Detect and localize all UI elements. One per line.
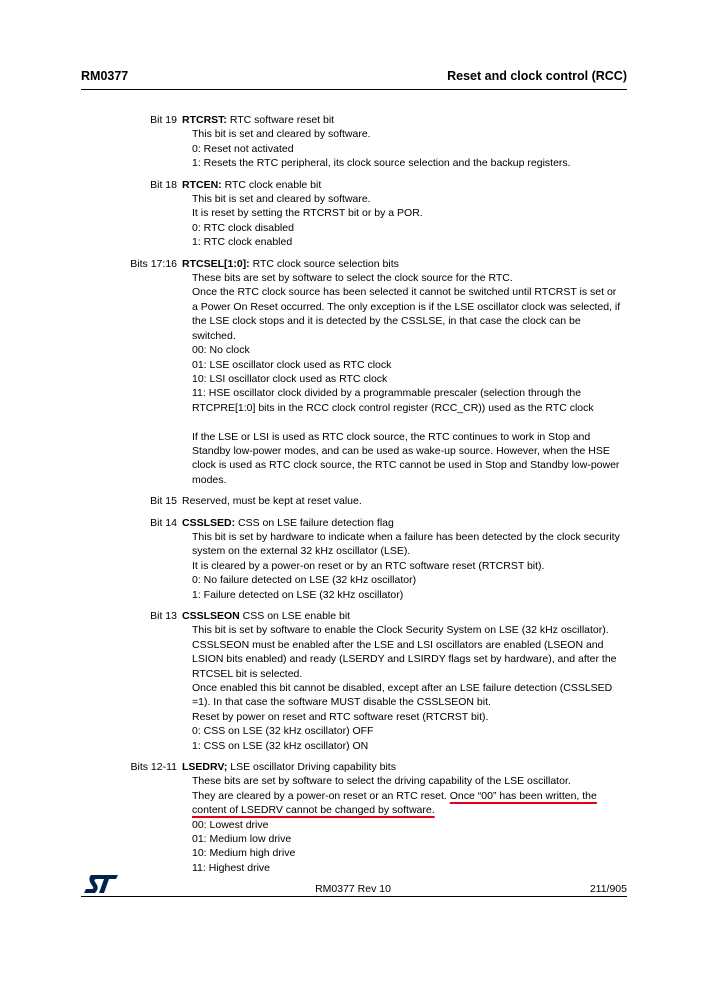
field-summary: Reserved, must be kept at reset value. [182, 495, 362, 508]
field-rtcsel [0, 257, 706, 487]
field-rtcrst [0, 113, 706, 171]
field-csslseon [0, 609, 706, 753]
bit-position: Bits 12-11 [130, 761, 177, 774]
field-summary: RTC clock enable bit [221, 178, 322, 191]
bit-position: Bit 18 [150, 178, 177, 191]
desc-line: It is reset by setting the RTCRST bit or by a POR. [192, 207, 423, 220]
field-name: CSSLSED: [182, 516, 236, 529]
desc-line: 01: Medium low drive [192, 833, 292, 846]
desc-line: 0: RTC clock disabled [192, 221, 294, 234]
field-title [182, 609, 706, 623]
section-title: Reset and clock control (RCC) [447, 69, 627, 83]
field-description [192, 192, 624, 250]
field-rtcen [0, 178, 706, 250]
field-csslsed [0, 516, 706, 602]
field-summary: RTC software reset bit [226, 114, 335, 126]
desc-line: 01: LSE oscillator clock used as RTC clock [192, 358, 392, 371]
desc-line: 0: Reset not activated [192, 142, 294, 155]
desc-line: Once the RTC clock source has been selected it cannot be switched until RTCRST is set or a Power On Reset occurred. The only exception is if the LSE oscillator clock was selected, if the LSE clock stops and it is detected by the CSSLSE, in that case the clock can be switched. [192, 286, 621, 342]
desc-line: 1: Failure detected on LSE (32 kHz oscillator) [192, 588, 404, 601]
paragraph-gap [192, 415, 624, 429]
field-summary: LSE oscillator Driving capability bits [227, 761, 396, 774]
field-description [192, 530, 624, 602]
desc-line: This bit is set by software to enable the Clock Security System on LSE (32 kHz oscillator). CSSLSEON must be enabled after the LSE and LSI oscillators are enabled (LSEON and LSION bits enabled) and ready (LSERDY and LSIRDY flags set by hardware), and after the RTCSEL bit is selected. [192, 624, 617, 680]
register-description [0, 113, 706, 882]
desc-line: 11: Highest drive [192, 861, 271, 874]
field-title [182, 760, 706, 774]
desc-line: 11: HSE oscillator clock divided by a programmable prescaler (selection through the RTCPRE[1:0] bits in the RCC clock control register (RCC_CR)) used as the RTC clock [192, 387, 594, 414]
bit-position: Bit 13 [150, 609, 177, 622]
desc-line: This bit is set and cleared by software. [192, 128, 371, 141]
field-name: RTCRST: [182, 114, 227, 126]
bit-position: Bits 17:16 [130, 257, 177, 270]
desc-line: 1: CSS on LSE (32 kHz oscillator) ON [192, 739, 369, 752]
desc-line: 1: RTC clock enabled [192, 236, 293, 249]
field-lsedrv [0, 760, 706, 875]
field-title [182, 113, 706, 127]
desc-line: 10: Medium high drive [192, 847, 296, 860]
doc-revision: RM0377 Rev 10 [315, 883, 391, 895]
field-description [192, 774, 624, 875]
desc-line: 0: No failure detected on LSE (32 kHz oscillator) [192, 574, 417, 587]
field-name: CSSLSEON [182, 609, 240, 622]
field-summary: CSS on LSE failure detection flag [235, 516, 394, 529]
underlined-note: Once “00” has been written, the content of LSEDRV cannot be changed by software. [192, 789, 597, 817]
field-reserved [0, 494, 706, 508]
header-divider [81, 89, 627, 90]
desc-line: This bit is set and cleared by software. [192, 193, 371, 206]
doc-id: RM0377 [81, 69, 129, 83]
field-title [182, 516, 706, 530]
desc-line: 10: LSI oscillator clock used as RTC clock [192, 372, 388, 385]
field-title [182, 257, 706, 271]
desc-line: This bit is set by hardware to indicate when a failure has been detected by the clock security system on the external 32 kHz oscillator (LSE). [192, 530, 620, 558]
field-description [192, 127, 624, 170]
desc-line: 1: Resets the RTC peripheral, its clock source selection and the backup registers. [192, 157, 571, 170]
field-name: LSEDRV; [182, 761, 228, 774]
desc-line: It is cleared by a power-on reset or by an RTC software reset (RTCRST bit). [192, 559, 545, 572]
desc-plain-text: They are cleared by a power-on reset or an RTC reset. [192, 789, 450, 802]
footer-divider [81, 896, 627, 897]
field-name: RTCEN: [182, 178, 222, 191]
desc-line: Reset by power on reset and RTC software reset (RTCRST bit). [192, 710, 489, 723]
desc-line: 00: No clock [192, 344, 250, 357]
desc-line: If the LSE or LSI is used as RTC clock source, the RTC continues to work in Stop and Standby low-power modes, and can be used as wake-up source. However, when the HSE clock is used as RTC clock source, the RTC cannot be used in Stop and Standby low-power modes. [192, 430, 620, 486]
field-title [182, 494, 706, 508]
field-name: RTCSEL[1:0]: [182, 257, 250, 270]
bit-position: Bit 14 [150, 516, 177, 529]
desc-line: 00: Lowest drive [192, 818, 269, 831]
bit-position: Bit 19 [150, 114, 177, 126]
field-description [192, 623, 624, 753]
page-number: 211/905 [589, 883, 627, 895]
desc-line [192, 789, 624, 818]
desc-line: 0: CSS on LSE (32 kHz oscillator) OFF [192, 725, 374, 738]
field-summary: CSS on LSE enable bit [239, 609, 351, 622]
field-description [192, 271, 624, 487]
desc-line: These bits are set by software to select the clock source for the RTC. [192, 272, 513, 285]
bit-position: Bit 15 [150, 495, 177, 508]
field-title [182, 178, 706, 192]
field-summary: RTC clock source selection bits [249, 257, 399, 270]
desc-line: These bits are set by software to select the driving capability of the LSE oscillator. [192, 775, 571, 788]
desc-line: Once enabled this bit cannot be disabled, except after an LSE failure detection (CSSLSED =1). In that case the software MUST disable the CSSLSEON bit. [192, 682, 613, 709]
